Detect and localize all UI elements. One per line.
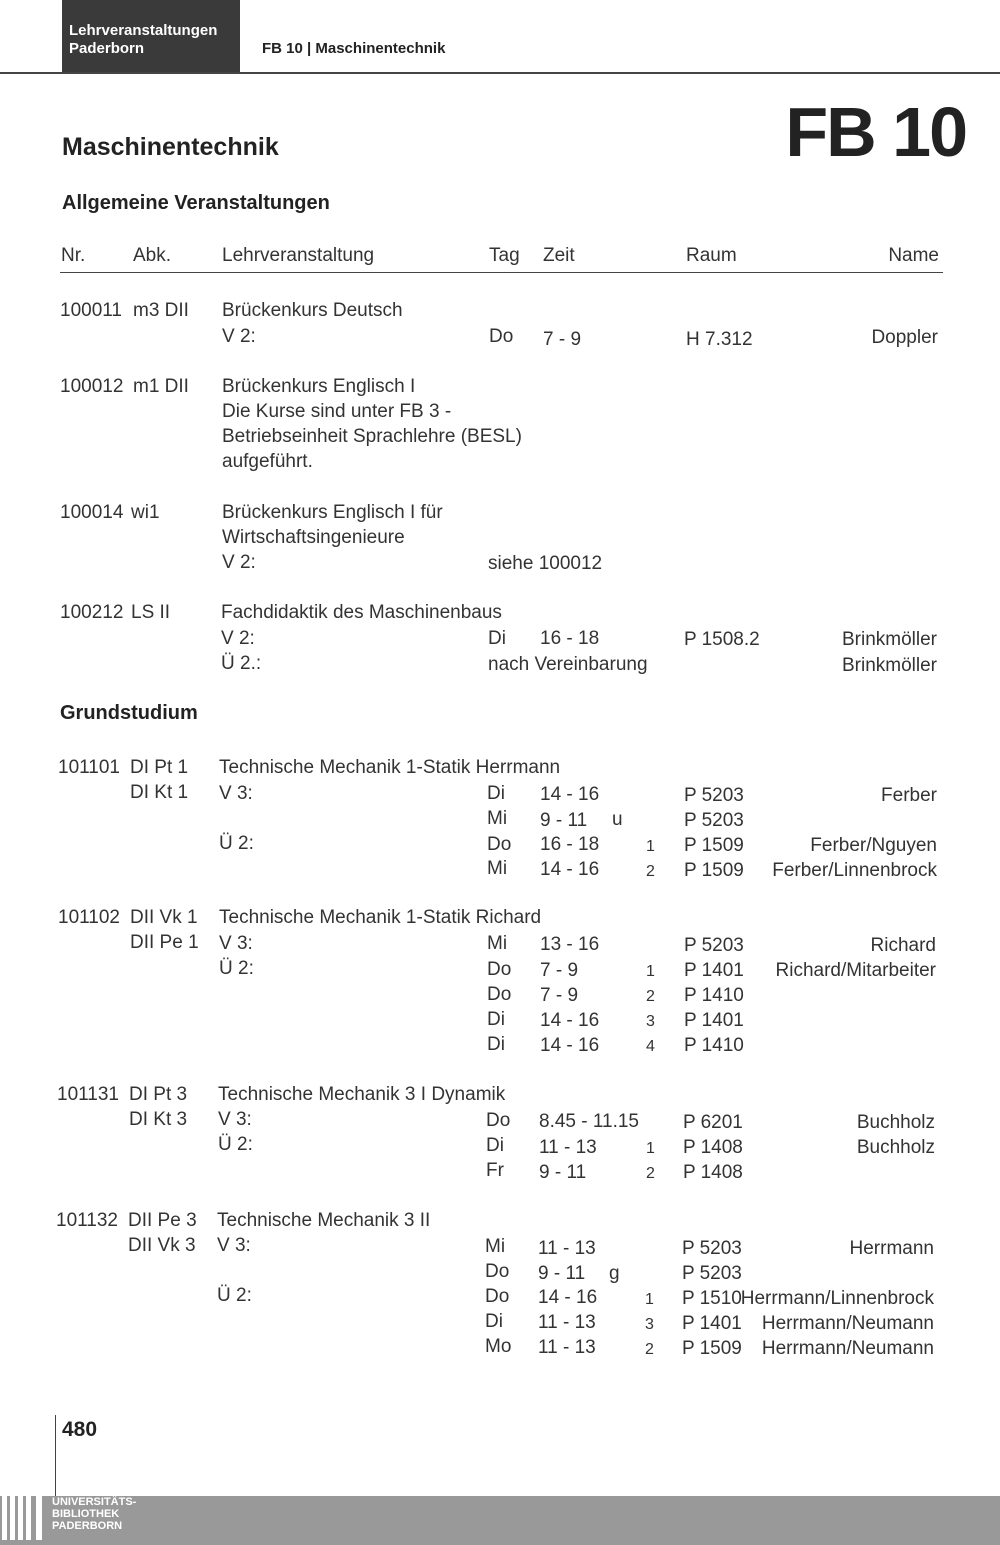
course-note: Die Kurse sind unter FB 3 - bbox=[222, 401, 452, 422]
course-note: nach Vereinbarung bbox=[488, 654, 648, 675]
library-logo-icon bbox=[0, 1496, 50, 1545]
course-name: Brinkmöller bbox=[841, 629, 937, 650]
course-nr: 100012 bbox=[60, 376, 124, 397]
course-abk: DI Kt 3 bbox=[129, 1109, 188, 1130]
course-title: Brückenkurs Englisch I für bbox=[222, 502, 443, 523]
course-group: 1 bbox=[646, 838, 655, 855]
course-tag: Mo bbox=[485, 1336, 512, 1357]
col-zeit: Zeit bbox=[543, 245, 575, 266]
course-raum: P 1408 bbox=[683, 1137, 743, 1158]
course-nr: 100011 bbox=[60, 300, 122, 321]
course-abk: m1 DII bbox=[133, 376, 189, 397]
course-group: 1 bbox=[646, 1140, 655, 1157]
course-tag: Do bbox=[487, 959, 512, 980]
course-abk: DII Vk 1 bbox=[130, 907, 198, 928]
course-name: Brinkmöller bbox=[841, 655, 937, 676]
course-raum: H 7.312 bbox=[686, 329, 753, 350]
course-name: Buchholz bbox=[856, 1112, 935, 1133]
header-box-line1: Lehrveranstaltungen bbox=[69, 22, 218, 39]
course-title: Brückenkurs Englisch I bbox=[222, 376, 416, 397]
course-raum: P 1509 bbox=[684, 835, 744, 856]
course-tag: Do bbox=[487, 834, 512, 855]
course-type: V 2: bbox=[221, 628, 255, 649]
course-name: Richard bbox=[870, 935, 936, 956]
course-zeit: 9 - 11 bbox=[540, 810, 588, 831]
course-group: 2 bbox=[645, 1341, 654, 1358]
course-tag: Di bbox=[487, 1034, 505, 1055]
section-grundstudium: Grundstudium bbox=[60, 702, 198, 724]
course-tag: Di bbox=[487, 783, 505, 804]
page-number: 480 bbox=[62, 1418, 98, 1441]
course-tag: Do bbox=[489, 326, 514, 347]
header-box bbox=[62, 0, 240, 72]
course-abk: DI Pt 1 bbox=[130, 757, 189, 778]
course-zeit: 9 - 11 bbox=[539, 1162, 587, 1183]
course-type: V 3: bbox=[219, 933, 253, 954]
course-tag: Mi bbox=[487, 933, 508, 954]
header-subtitle: FB 10 | Maschinentechnik bbox=[262, 40, 446, 57]
course-flag: u bbox=[612, 809, 623, 830]
course-zeit: 9 - 11 bbox=[538, 1263, 586, 1284]
course-group: 3 bbox=[645, 1316, 654, 1333]
course-abk: DII Vk 3 bbox=[128, 1235, 196, 1256]
course-raum: P 1509 bbox=[684, 860, 744, 881]
course-name: Ferber/Linnenbrock bbox=[772, 860, 937, 881]
course-zeit: 7 - 9 bbox=[540, 960, 579, 981]
header-rule bbox=[0, 72, 1000, 74]
page-number-rule bbox=[55, 1415, 56, 1496]
section-general: Allgemeine Veranstaltungen bbox=[62, 192, 330, 214]
course-zeit: 14 - 16 bbox=[540, 1035, 600, 1056]
col-name: Name bbox=[888, 245, 939, 266]
course-raum: P 1401 bbox=[684, 1010, 744, 1031]
course-tag: Fr bbox=[486, 1160, 504, 1181]
course-zeit: 7 - 9 bbox=[540, 985, 579, 1006]
course-tag: Do bbox=[487, 984, 512, 1005]
course-name: Herrmann bbox=[849, 1238, 934, 1259]
col-raum: Raum bbox=[686, 245, 737, 266]
course-group: 2 bbox=[646, 863, 655, 880]
course-note: aufgeführt. bbox=[222, 451, 313, 472]
course-abk: LS II bbox=[131, 602, 171, 623]
header-box-line2: Paderborn bbox=[69, 40, 145, 57]
course-title: Brückenkurs Deutsch bbox=[222, 300, 403, 321]
course-raum: P 5203 bbox=[682, 1238, 742, 1259]
course-name: Ferber bbox=[881, 785, 937, 806]
course-group: 3 bbox=[646, 1013, 655, 1030]
course-group: 2 bbox=[646, 988, 655, 1005]
course-nr: 101132 bbox=[56, 1210, 118, 1231]
course-title: Technische Mechanik 3 I Dynamik bbox=[218, 1084, 506, 1105]
course-note: Betriebseinheit Sprachlehre (BESL) bbox=[222, 426, 522, 447]
course-tag: Do bbox=[485, 1286, 510, 1307]
library-line2: BIBLIOTHEK bbox=[52, 1508, 120, 1520]
course-title-cont: Wirtschaftsingenieure bbox=[222, 527, 405, 548]
course-note: siehe 100012 bbox=[488, 553, 603, 574]
course-nr: 100014 bbox=[60, 502, 124, 523]
course-type: Ü 2: bbox=[219, 958, 254, 979]
course-raum: P 1410 bbox=[684, 985, 744, 1006]
course-type: Ü 2.: bbox=[221, 653, 262, 674]
course-title: Fachdidaktik des Maschinenbaus bbox=[221, 602, 502, 623]
course-raum: P 1408 bbox=[683, 1162, 743, 1183]
course-group: 4 bbox=[646, 1038, 655, 1055]
course-raum: P 6201 bbox=[683, 1112, 743, 1133]
col-lehrveranstaltung: Lehrveranstaltung bbox=[222, 245, 375, 266]
course-zeit: 13 - 16 bbox=[540, 934, 600, 955]
course-group: 1 bbox=[646, 963, 655, 980]
course-tag: Do bbox=[486, 1110, 511, 1131]
course-raum: P 1401 bbox=[682, 1313, 742, 1334]
course-name: Doppler bbox=[871, 327, 938, 348]
col-tag: Tag bbox=[489, 245, 520, 266]
course-zeit: 7 - 9 bbox=[543, 329, 582, 350]
course-title: Technische Mechanik 1-Statik Herrmann bbox=[219, 757, 561, 778]
course-title: Technische Mechanik 1-Statik Richard bbox=[219, 907, 542, 928]
course-type: Ü 2: bbox=[218, 1134, 253, 1155]
course-name: Herrmann/Neumann bbox=[761, 1338, 934, 1359]
course-nr: 101131 bbox=[57, 1084, 119, 1105]
course-type: V 3: bbox=[219, 783, 253, 804]
course-type: V 3: bbox=[218, 1109, 252, 1130]
course-zeit: 14 - 16 bbox=[538, 1287, 598, 1308]
course-zeit: 11 - 13 bbox=[538, 1337, 596, 1358]
course-zeit: 14 - 16 bbox=[540, 1010, 600, 1031]
page-title: Maschinentechnik bbox=[62, 133, 279, 161]
course-tag: Di bbox=[487, 1009, 505, 1030]
course-tag: Di bbox=[485, 1311, 503, 1332]
course-type: Ü 2: bbox=[219, 833, 254, 854]
course-zeit: 11 - 13 bbox=[538, 1312, 596, 1333]
course-raum: P 5203 bbox=[684, 785, 744, 806]
course-zeit: 11 - 13 bbox=[539, 1137, 597, 1158]
course-abk: DII Pe 1 bbox=[130, 932, 199, 953]
course-name: Herrmann/Neumann bbox=[761, 1313, 934, 1334]
course-zeit: 16 - 18 bbox=[540, 628, 600, 649]
course-type: V 2: bbox=[222, 326, 256, 347]
library-footer-band bbox=[0, 1496, 1000, 1545]
course-nr: 101101 bbox=[58, 757, 120, 778]
course-abk: DI Pt 3 bbox=[129, 1084, 188, 1105]
course-raum: P 1410 bbox=[684, 1035, 744, 1056]
course-title: Technische Mechanik 3 II bbox=[217, 1210, 431, 1231]
course-name: Herrmann/Linnenbrock bbox=[740, 1288, 934, 1309]
course-nr: 100212 bbox=[60, 602, 124, 623]
course-abk: wi1 bbox=[131, 502, 160, 523]
course-tag: Di bbox=[486, 1135, 504, 1156]
course-raum: P 1401 bbox=[684, 960, 744, 981]
header-underline bbox=[60, 272, 943, 273]
library-line1: UNIVERSITÄTS- bbox=[52, 1496, 137, 1508]
fb-number: FB 10 bbox=[785, 93, 966, 171]
course-group: 1 bbox=[645, 1291, 654, 1308]
course-type: Ü 2: bbox=[217, 1285, 252, 1306]
course-zeit: 14 - 16 bbox=[540, 859, 600, 880]
library-footer-text bbox=[52, 1496, 136, 1532]
library-line3: PADERBORN bbox=[52, 1520, 123, 1532]
course-raum: P 1510 bbox=[682, 1288, 742, 1309]
course-tag: Do bbox=[485, 1261, 510, 1282]
course-nr: 101102 bbox=[58, 907, 120, 928]
course-zeit: 16 - 18 bbox=[540, 834, 600, 855]
course-flag: g bbox=[609, 1263, 620, 1284]
course-raum: P 1508.2 bbox=[684, 629, 760, 650]
col-abk: Abk. bbox=[133, 245, 172, 266]
course-raum: P 1509 bbox=[682, 1338, 742, 1359]
course-zeit: 11 - 13 bbox=[538, 1238, 596, 1259]
course-name: Richard/Mitarbeiter bbox=[775, 960, 936, 981]
course-raum: P 5203 bbox=[684, 935, 744, 956]
course-type: V 3: bbox=[217, 1235, 251, 1256]
course-type: V 2: bbox=[222, 552, 256, 573]
course-name: Ferber/Nguyen bbox=[810, 835, 937, 856]
course-tag: Mi bbox=[485, 1236, 506, 1257]
course-abk: DII Pe 3 bbox=[128, 1210, 197, 1231]
course-abk: m3 DII bbox=[133, 300, 189, 321]
course-zeit: 8.45 - 11.15 bbox=[539, 1111, 640, 1132]
course-abk: DI Kt 1 bbox=[130, 782, 189, 803]
course-tag: Mi bbox=[487, 858, 508, 879]
course-group: 2 bbox=[646, 1165, 655, 1182]
course-tag: Mi bbox=[487, 808, 508, 829]
course-tag: Di bbox=[488, 628, 506, 649]
course-zeit: 14 - 16 bbox=[540, 784, 600, 805]
course-name: Buchholz bbox=[856, 1137, 935, 1158]
col-nr: Nr. bbox=[61, 245, 86, 266]
course-raum: P 5203 bbox=[682, 1263, 742, 1284]
course-raum: P 5203 bbox=[684, 810, 744, 831]
